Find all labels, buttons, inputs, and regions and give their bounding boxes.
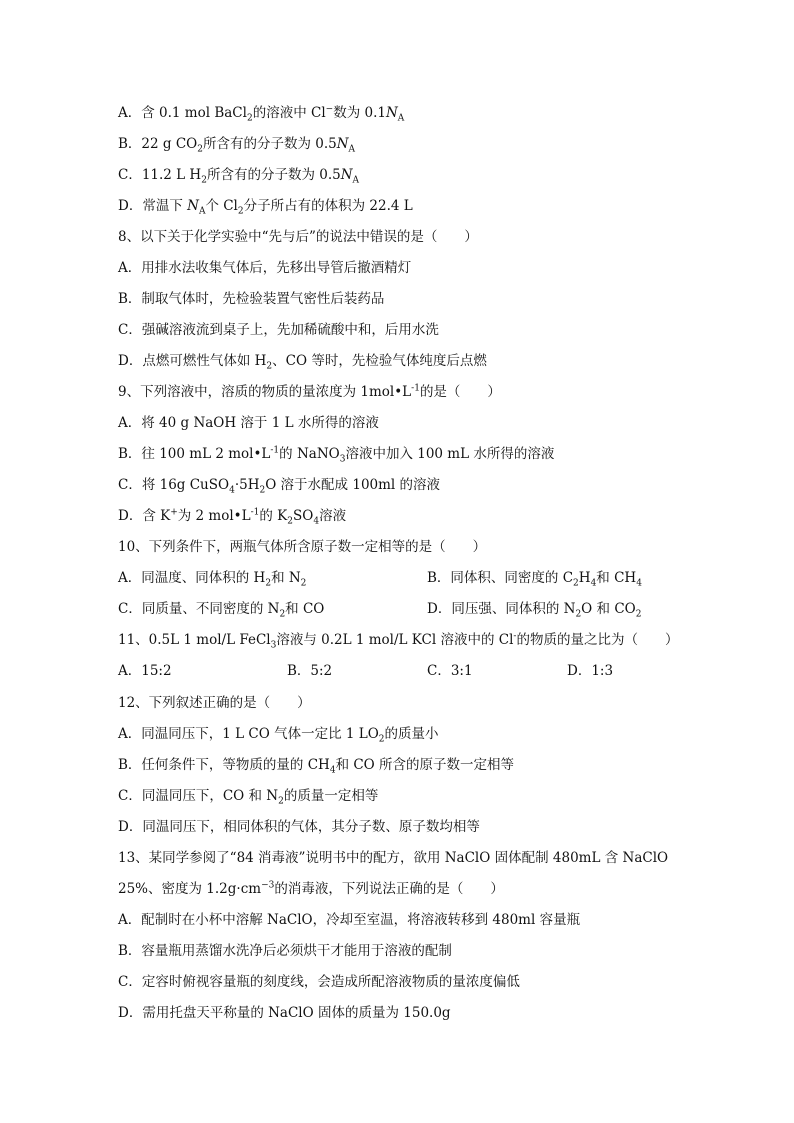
- q10-option-d: D．同压强、同体积的 $N_2O$ 和 $CO_2$: [427, 601, 642, 620]
- q7-option-c: C．11.2 L $H_2$所含有的分子数为 $0.5N_A$: [118, 167, 360, 186]
- q10-row-1: [118, 568, 678, 588]
- q7-option-d: D．常温下 $N_A$个 $Cl_2$分子所占有的体积为 22.4 L: [118, 198, 413, 217]
- q9-option-d: D．含 K+为 2 $mol•L^{-1}$的 $K_2SO_4$溶液: [118, 507, 347, 527]
- q8-option-a: A．用排水法收集气体后，先移出导管后撤酒精灯: [118, 260, 412, 276]
- q12-stem: 12、下列叙述正确的是（ ）: [118, 695, 311, 711]
- q9-option-a: A．将 40 g NaOH 溶于 1 L 水所得的溶液: [118, 415, 379, 431]
- q8-option-d: D．点燃可燃性气体如 $H_2$、CO 等时，先检验气体纯度后点燃: [118, 353, 487, 372]
- q11-option-a: A．15:2: [118, 663, 172, 679]
- q11-stem: 11、0.5L 1 mol/L FeCl$_3$溶液与 0.2L 1 mol/L KCl 溶液中的 Cl-的物质的量之比为（ ）: [118, 631, 679, 651]
- q12-option-a: A．同温同压下，1 L CO 气体一定比 1 $LO_2$的质量小: [118, 726, 439, 745]
- q7-option-b: B．22 g $CO_2$所含有的分子数为 $0.5N_A$: [118, 136, 356, 155]
- q10-stem: 10、下列条件下，两瓶气体所含原子数一定相等的是（ ）: [118, 539, 487, 555]
- q9-option-b: B．往 100 mL 2 $mol•L^{-1}$的 NaNO$_3$溶液中加入 100 mL 水所得的溶液: [118, 445, 555, 465]
- q13-option-d: D．需用托盘天平称量的 NaClO 固体的质量为 150.0g: [118, 1005, 451, 1021]
- q8-option-c: C．强碱溶液流到桌子上，先加稀硫酸中和，后用水洗: [118, 322, 439, 338]
- q11-option-c: C．3:1: [427, 663, 473, 679]
- q10-option-a: A．同温度、同体积的 $H_2$和 $N_2$: [118, 570, 307, 589]
- q13-option-b: B．容量瓶用蒸馏水洗净后必须烘干才能用于溶液的配制: [118, 943, 452, 959]
- q13-option-a: A．配制时在小杯中溶解 NaClO，冷却至室温，将溶液转移到 480ml 容量瓶: [118, 912, 581, 928]
- q9-option-c: C．将 16g $CuSO_4\cdot 5H_2O$ 溶于水配成 100ml 的溶液: [118, 477, 441, 496]
- q7-option-a: A．含 0.1 mol BaCl$_2$的溶液中 Cl−数为 $0.1N_A$: [118, 104, 405, 124]
- q8-stem: 8、以下关于化学实验中“先与后”的说法中错误的是（ ）: [118, 229, 478, 245]
- q10-option-c: C．同质量、不同密度的 $N_2$和 CO: [118, 601, 325, 620]
- q13-option-c: C．定容时俯视容量瓶的刻度线，会造成所配溶液物质的量浓度偏低: [118, 974, 520, 990]
- q13-stem-line-2: 25%、密度为 $1.2g\cdot cm^{-3}$的消毒液，下列说法正确的是（ ）: [118, 880, 504, 897]
- q11-option-b: B．5:2: [287, 663, 333, 679]
- q9-stem: 9、下列溶液中，溶质的物质的量浓度为 $1mol•L^{-1}$的是（ ）: [118, 383, 501, 400]
- q12-option-c: C．同温同压下，CO 和 $N_2$的质量一定相等: [118, 788, 379, 807]
- q8-option-b: B．制取气体时，先检验装置气密性后装药品: [118, 291, 385, 307]
- q10-row-2: [118, 599, 678, 619]
- q13-stem-line-1: 13、某同学参阅了“84 消毒液”说明书中的配方，欲用 NaClO 固体配制 480mL 含 NaClO: [118, 850, 669, 866]
- q12-option-b: B．任何条件下，等物质的量的 $CH_4$和 CO 所含的原子数一定相等: [118, 757, 515, 776]
- q10-option-b: B．同体积、同密度的 $C_2H_4$和 $CH_4$: [427, 570, 642, 589]
- q11-option-d: D．1:3: [567, 663, 614, 679]
- q12-option-d: D．同温同压下，相同体积的气体，其分子数、原子数均相等: [118, 819, 480, 835]
